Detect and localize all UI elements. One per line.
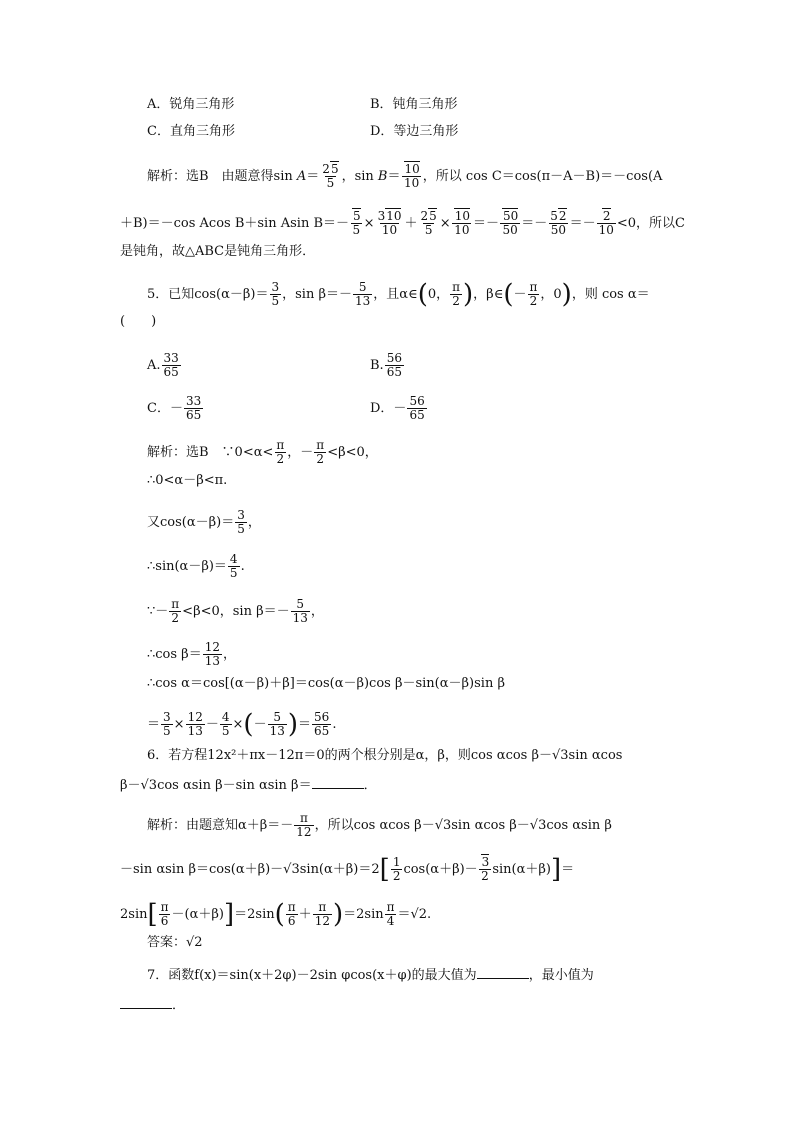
q5-solution-step-4: ∴sin(α－β)＝ $\frac{4}{5}$ . [147, 552, 245, 580]
q6-solution-line-1: 解析：由题意知α＋β＝－ $\frac{\pi}{12}$ ，所以cos αcos β－√3sin αcos β－√3cos αsin β [147, 811, 612, 839]
q6-solution-line-3: 2sin[ $\frac{\pi}{6}$ －(α＋β)]＝2sin( $\frac{\pi}{6}$ ＋ $\frac{\pi}{12}$ )＝2sin $\frac{\pi}{4}$ ＝√2. [120, 899, 432, 930]
q6-answer: 答案：√2 [147, 935, 203, 950]
q5-solution-step-3: 又cos(α－β)＝ $\frac{3}{5}$ ， [147, 508, 261, 536]
q5-solution-step-5: ∵－ $\frac{\pi}{2}$ <β<0，sin β＝－ $\frac{5}{13}$ ， [147, 597, 324, 625]
q5-option-a: A. $\frac{33}{65}$ [147, 351, 179, 379]
q5-answer-paren: ( ) [120, 314, 157, 329]
q6-stem-line-2: β－√3cos αsin β－sin αsin β＝ ． [120, 778, 377, 793]
q7-max-blank [477, 966, 529, 979]
q5-solution-step-2: ∴0<α－β<π. [147, 473, 228, 488]
q7-stem-line-2: ． [120, 996, 185, 1014]
q4-solution-line-1: 解析：选B 由题意得sin A＝ $\frac{25}{5}$ ，sin B＝ $\frac{10}{10}$ ，所以 cos C＝cos(π－A－B)＝－cos(A [147, 162, 663, 190]
q4-solution-line-3: 是钝角，故△ABC是钝角三角形． [120, 244, 316, 259]
q5-solution-step-7: ∴cos α＝cos[(α－β)＋β]＝cos(α－β)cos β－sin(α－β)sin β [147, 676, 505, 691]
q5-option-d: D．－ $\frac{56}{65}$ [370, 394, 425, 422]
q4-option-a: A．锐角三角形 [147, 97, 235, 112]
q4-option-d: D．等边三角形 [370, 124, 459, 139]
q6-solution-line-2: －sin αsin β＝cos(α＋β)－√3sin(α＋β)＝2[ $\frac{1}{2}$ cos(α＋β)－ $\frac{3}{2}$ sin(α＋β)]＝ [120, 854, 575, 885]
q7-min-blank [120, 996, 172, 1009]
q6-stem-line-1: 6．若方程12x²＋πx－12π＝0的两个根分别是α，β，则cos αcos β－√3sin αcos [147, 748, 623, 763]
q5-solution-step-1: 解析：选B ∵0<α< $\frac{\pi}{2}$ ，－ $\frac{\pi}{2}$ <β<0， [147, 438, 378, 466]
q5-stem: 5．已知cos(α－β)＝ $\frac{3}{5}$ ，sin β＝－ $\frac{5}{13}$ ，且α∈(0， $\frac{\pi}{2}$ )，β∈(－ $\frac{\pi}{2}$ ，0)，则 cos α＝ [147, 279, 650, 310]
q5-option-b: B. $\frac{56}{65}$ [370, 351, 402, 379]
q4-option-b: B．钝角三角形 [370, 97, 458, 112]
q5-solution-step-8: ＝ $\frac{3}{5}$ × $\frac{12}{13}$ － $\frac{4}{5}$ ×(－ $\frac{5}{13}$ )＝ $\frac{56}{65}$ . [147, 709, 337, 740]
q5-solution-step-6: ∴cos β＝ $\frac{12}{13}$ ， [147, 640, 236, 668]
q4-solution-line-2: ＋B)＝－cos Acos B＋sin Asin B＝－ $\frac{5}{5}$ × $\frac{310}{10}$ ＋ $\frac{25}{5}$ × $\frac{10}{10}$ ＝－ $\frac{50}{50}$ ＝－ $\frac{52}{50}$ ＝－ $\frac{2}{10}$ <0，所以C [120, 209, 685, 237]
q5-option-c: C．－ $\frac{33}{65}$ [147, 394, 202, 422]
q6-answer-blank [312, 776, 364, 789]
q7-stem-line-1: 7．函数f(x)＝sin(x＋2φ)－2sin φcos(x＋φ)的最大值为 ，最小值为 [147, 968, 594, 983]
q4-option-c: C．直角三角形 [147, 124, 235, 139]
